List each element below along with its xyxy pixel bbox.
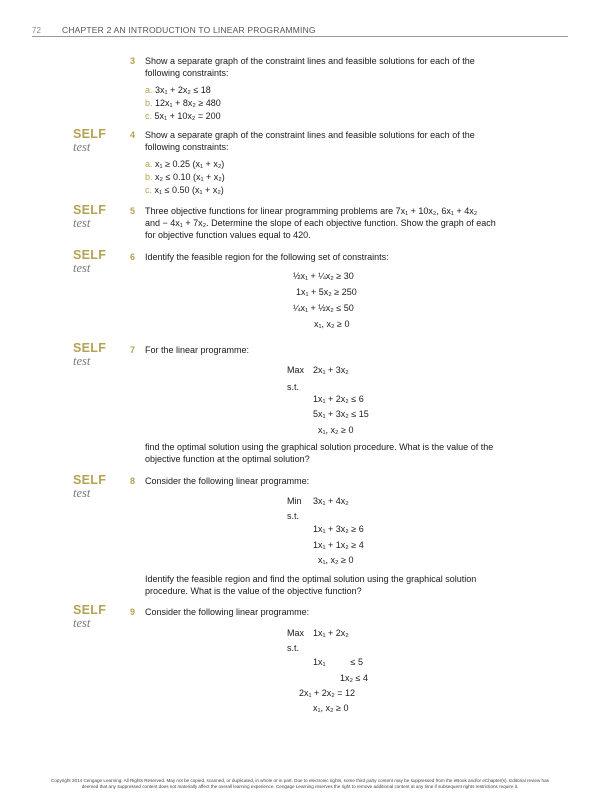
subject-to-label: s.t. bbox=[287, 643, 300, 653]
test-label: test bbox=[73, 261, 91, 275]
test-label: test bbox=[73, 216, 91, 230]
objective-function: 2x₁ + 3x₂ bbox=[313, 365, 349, 375]
objective-label: Min bbox=[287, 496, 302, 506]
constraint: x₁, x₂ ≥ 0 bbox=[313, 703, 349, 713]
problem-number: 6 bbox=[130, 252, 136, 262]
self-label: SELF bbox=[73, 473, 107, 487]
text-line: following constraints: bbox=[145, 142, 229, 152]
constraint: 1x₂ ≤ 4 bbox=[340, 673, 368, 683]
problem-text bbox=[145, 251, 540, 263]
text-line: Identify the feasible region for the following set of constraints: bbox=[145, 252, 389, 262]
chapter-title: CHAPTER 2 AN INTRODUCTION TO LINEAR PROGRAMMING bbox=[62, 25, 316, 35]
page-number: 72 bbox=[32, 26, 41, 35]
self-test-badge bbox=[73, 474, 123, 500]
self-test-badge bbox=[73, 249, 123, 275]
sub-expression: 3x₁ + 2x₂ ≤ 18 bbox=[155, 85, 211, 95]
text-line: Consider the following linear programme: bbox=[145, 607, 310, 617]
constraint: 2x₁ + 2x₂ = 12 bbox=[299, 688, 356, 698]
objective-function: 1x₁ + 2x₂ bbox=[313, 628, 349, 638]
sub-letter: a. bbox=[145, 85, 153, 95]
text-line: Show a separate graph of the constraint lines and feasible solutions for each of the bbox=[145, 130, 475, 140]
sub-expression: 5x₁ + 10x₂ = 200 bbox=[154, 111, 221, 121]
text-line: Three objective functions for linear programming problems are 7x₁ + 10x₂, 6x₁ + 4x₂ bbox=[145, 206, 478, 216]
sub-letter: b. bbox=[145, 98, 153, 108]
constraint: 5x₁ + 3x₂ ≤ 15 bbox=[313, 409, 369, 419]
sub-expression: x₁ ≤ 0.50 (x₁ + x₂) bbox=[154, 185, 224, 195]
constraint: 1x₁ + 2x₂ ≤ 6 bbox=[313, 394, 364, 404]
sub-letter: c. bbox=[145, 111, 153, 121]
copyright-footer bbox=[32, 778, 568, 790]
text-line: Consider the following linear programme: bbox=[145, 476, 310, 486]
self-label: SELF bbox=[73, 203, 107, 217]
sub-letter: b. bbox=[145, 172, 153, 182]
sub-item bbox=[145, 158, 224, 170]
problem-followup bbox=[145, 441, 540, 465]
sub-letter: c. bbox=[145, 185, 153, 195]
test-label: test bbox=[73, 354, 91, 368]
subject-to-label: s.t. bbox=[287, 382, 300, 392]
problem-number: 7 bbox=[130, 345, 136, 355]
constraint: 1x₁ ≤ 5 bbox=[313, 657, 363, 667]
text-line: Show a separate graph of the constraint lines and feasible solutions for each of the bbox=[145, 56, 475, 66]
objective-function: 3x₁ + 4x₂ bbox=[313, 496, 349, 506]
text-line: for objective function values equal to 420. bbox=[145, 230, 311, 240]
self-label: SELF bbox=[73, 341, 107, 355]
footer-line: deemed that any suppressed content does not materially affect the overall learning experience. Cengage Learning reserves the right to remove additional content at any time if subsequent rights restrictions require it. bbox=[81, 784, 519, 789]
objective-label: Max bbox=[287, 628, 305, 638]
page-header bbox=[32, 24, 568, 40]
self-test-badge bbox=[73, 128, 123, 154]
text-line: find the optimal solution using the graphical solution procedure. What is the value of the bbox=[145, 442, 494, 452]
problem-number: 9 bbox=[130, 607, 136, 617]
problem-number: 5 bbox=[130, 206, 136, 216]
header-rule bbox=[32, 36, 568, 37]
sub-item bbox=[145, 110, 221, 122]
text-line: procedure. What is the value of the objective function? bbox=[145, 586, 362, 596]
objective-label: Max bbox=[287, 365, 305, 375]
text-line: and − 4x₁ + 7x₂. Determine the slope of each objective function. Show the graph of each bbox=[145, 218, 496, 228]
self-test-badge bbox=[73, 204, 123, 230]
sub-expression: x₂ ≤ 0.10 (x₁ + x₂) bbox=[155, 172, 225, 182]
self-test-badge bbox=[73, 604, 123, 630]
self-test-badge bbox=[73, 342, 123, 368]
sub-item bbox=[145, 84, 211, 96]
sub-item bbox=[145, 184, 224, 196]
constraint: ¼x₁ + ½x₂ ≤ 50 bbox=[293, 303, 354, 313]
sub-item bbox=[145, 171, 225, 183]
constraint: x₁, x₂ ≥ 0 bbox=[318, 555, 354, 565]
self-label: SELF bbox=[73, 248, 107, 262]
problem-text bbox=[145, 475, 540, 487]
text-line: following constraints: bbox=[145, 68, 229, 78]
problem-number: 4 bbox=[130, 130, 136, 140]
problem-followup bbox=[145, 573, 540, 597]
test-label: test bbox=[73, 616, 91, 630]
problem-text bbox=[145, 55, 540, 79]
self-label: SELF bbox=[73, 127, 107, 141]
footer-line: Copyright 2014 Cengage Learning. All Rights Reserved. May not be copied, scanned, or duplicated, in whole or in part. Due to electronic rights, some third party content may be suppressed from the eBook and/or eChapter(s). Editorial review has bbox=[51, 778, 549, 783]
self-label: SELF bbox=[73, 603, 107, 617]
constraint: ½x₁ + ¼x₂ ≥ 30 bbox=[293, 271, 354, 281]
sub-expression: 12x₁ + 8x₂ ≥ 480 bbox=[155, 98, 221, 108]
constraint: x₁, x₂ ≥ 0 bbox=[318, 425, 354, 435]
sub-letter: a. bbox=[145, 159, 153, 169]
problem-text bbox=[145, 205, 540, 241]
constraint: 1x₁ + 5x₂ ≥ 250 bbox=[296, 287, 357, 297]
test-label: test bbox=[73, 140, 91, 154]
problem-number: 3 bbox=[130, 56, 136, 66]
subject-to-label: s.t. bbox=[287, 511, 300, 521]
test-label: test bbox=[73, 486, 91, 500]
constraint: 1x₁ + 1x₂ ≥ 4 bbox=[313, 540, 364, 550]
problem-text bbox=[145, 129, 540, 153]
problem-text bbox=[145, 344, 540, 356]
sub-expression: x₁ ≥ 0.25 (x₁ + x₂) bbox=[155, 159, 225, 169]
constraint: x₁, x₂ ≥ 0 bbox=[314, 319, 350, 329]
text-line: For the linear programme: bbox=[145, 345, 250, 355]
text-line: Identify the feasible region and find the optimal solution using the graphical solution bbox=[145, 574, 477, 584]
constraint: 1x₁ + 3x₂ ≥ 6 bbox=[313, 524, 364, 534]
problem-text bbox=[145, 606, 540, 618]
sub-item bbox=[145, 97, 221, 109]
text-line: objective function at the optimal solution? bbox=[145, 454, 310, 464]
problem-number: 8 bbox=[130, 476, 136, 486]
